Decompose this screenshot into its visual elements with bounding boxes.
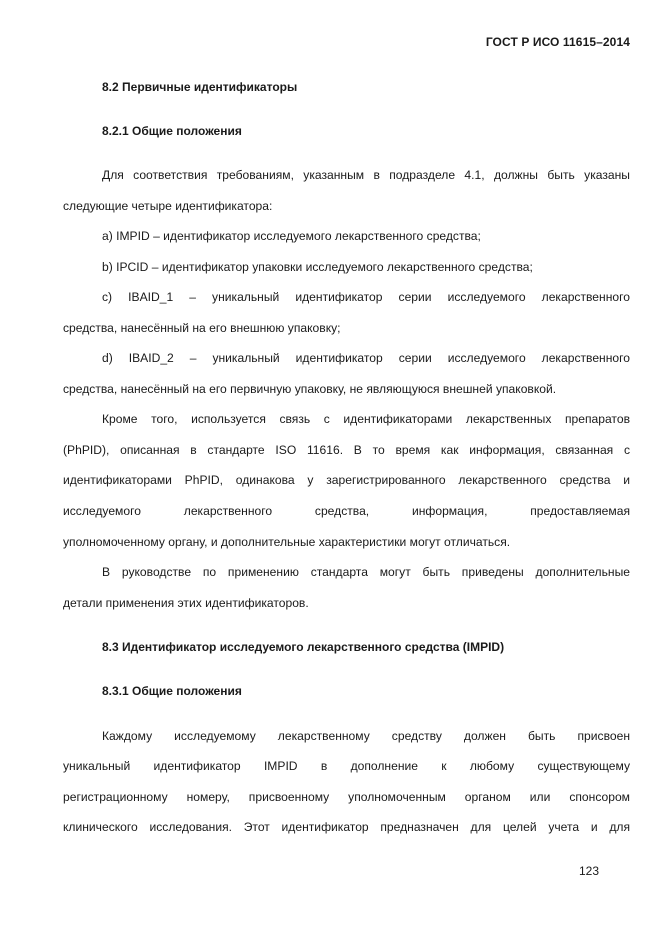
paragraph-line: детали применения этих идентификаторов. [63, 596, 309, 610]
paragraph-line: идентификаторами PhPID, одинакова у зарегистрированного лекарственного средства и [63, 473, 630, 487]
paragraph-line: В руководстве по применению стандарта могут быть приведены дополнительные [102, 565, 630, 579]
paragraph-line: (PhPID), описанная в стандарте ISO 11616. В то время как информация, связанная с [63, 443, 630, 457]
paragraph-line: уполномоченному органу, и дополнительные характеристики могут отличаться. [63, 535, 511, 549]
subsection-heading-8-3-1: 8.3.1 Общие положения [102, 684, 242, 698]
standard-designation: ГОСТ Р ИСО 11615–2014 [485, 35, 630, 49]
paragraph-line: Каждому исследуемому лекарственному средству должен быть присвоен [102, 729, 630, 743]
section-heading-8-3: 8.3 Идентификатор исследуемого лекарственного средства (IMPID) [102, 640, 505, 654]
list-item-b: b) IPCID – идентификатор упаковки исследуемого лекарственного средства; [102, 260, 533, 274]
list-item-c: c) IBAID_1 – уникальный идентификатор серии исследуемого лекарственного [102, 290, 630, 304]
paragraph-line: следующие четыре идентификатора: [63, 199, 273, 213]
paragraph-line: уникальный идентификатор IMPID в дополнение к любому существующему [63, 759, 630, 773]
paragraph-line: Кроме того, используется связь с идентификаторами лекарственных препаратов [102, 412, 630, 426]
list-item-d-cont: средства, нанесённый на его первичную упаковку, не являющуюся внешней упаковкой. [63, 382, 557, 396]
paragraph-line: Для соответствия требованиям, указанным в подразделе 4.1, должны быть указаны [102, 168, 630, 182]
paragraph-line: исследуемого лекарственного средства, информация, предоставляемая [63, 504, 630, 518]
list-item-d: d) IBAID_2 – уникальный идентификатор серии исследуемого лекарственного [102, 351, 630, 365]
list-item-a: a) IMPID – идентификатор исследуемого лекарственного средства; [102, 229, 481, 243]
paragraph-line: клинического исследования. Этот идентификатор предназначен для целей учета и для [63, 820, 630, 834]
page-number: 123 [578, 864, 599, 878]
section-heading-8-2: 8.2 Первичные идентификаторы [102, 80, 298, 94]
subsection-heading-8-2-1: 8.2.1 Общие положения [102, 124, 242, 138]
list-item-c-cont: средства, нанесённый на его внешнюю упаковку; [63, 321, 341, 335]
paragraph-line: регистрационному номеру, присвоенному уполномоченным органом или спонсором [63, 790, 630, 804]
